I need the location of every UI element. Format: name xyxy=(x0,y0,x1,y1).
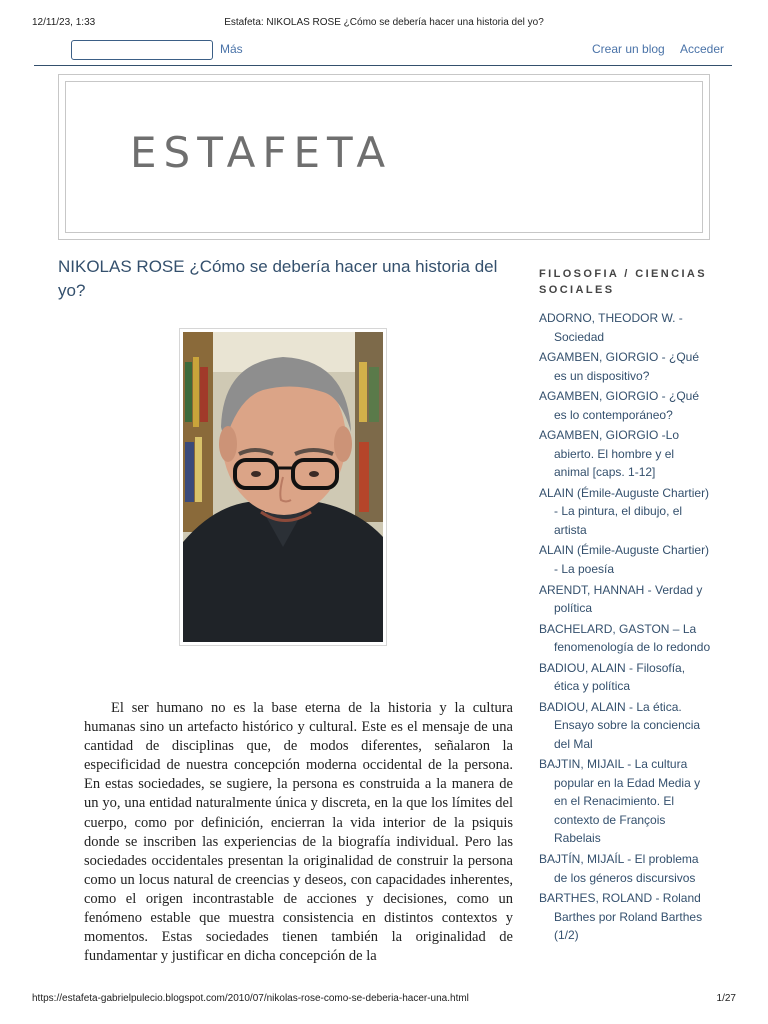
print-footer xyxy=(0,993,768,1007)
sidebar-link[interactable]: BACHELARD, GASTON – La fenomenología de lo redondo xyxy=(539,621,711,655)
sidebar-link[interactable]: AGAMBEN, GIORGIO - ¿Qué es lo contemporáneo? xyxy=(539,389,700,422)
print-datetime: 12/11/23, 1:33 xyxy=(32,17,96,28)
create-blog-link[interactable]: Crear un blog xyxy=(592,42,665,56)
sidebar-link[interactable]: ALAIN (Émile-Auguste Chartier) - La poesía xyxy=(539,543,710,576)
sidebar-section-title: FILOSOFIA / CIENCIAS SOCIALES xyxy=(539,268,707,296)
blog-header-frame xyxy=(65,81,703,233)
sidebar-link[interactable]: ADORNO, THEODOR W. - Sociedad xyxy=(539,311,683,344)
search-input[interactable] xyxy=(71,40,213,60)
print-header xyxy=(0,17,768,31)
print-url: https://estafeta-gabrielpulecio.blogspot.com/2010/07/nikolas-rose-como-se-deberia-hacer-una.html xyxy=(32,993,469,1004)
author-photo xyxy=(179,328,387,646)
sidebar-link[interactable]: AGAMBEN, GIORGIO -Lo abierto. El hombre y el animal [caps. 1-12] xyxy=(539,428,680,480)
blog-header xyxy=(58,74,710,240)
sidebar-link[interactable]: BADIOU, ALAIN - Filosofía, ética y política xyxy=(539,660,686,694)
login-link[interactable]: Acceder xyxy=(680,42,725,56)
sidebar-link[interactable]: BAJTIN, MIJAIL - La cultura popular en la Edad Media y en el Renacimiento. El contexto de François Rabelais xyxy=(539,757,701,846)
sidebar-link[interactable]: AGAMBEN, GIORGIO - ¿Qué es un dispositivo? xyxy=(539,350,700,383)
sidebar-link[interactable]: ALAIN (Émile-Auguste Chartier) - La pintura, el dibujo, el artista xyxy=(539,485,710,537)
sidebar-link[interactable]: BARTHES, ROLAND - Roland Barthes por Roland Barthes (1/2) xyxy=(539,891,703,943)
more-link[interactable]: Más xyxy=(220,42,243,56)
blogger-navbar xyxy=(34,40,732,66)
author-portrait xyxy=(183,332,383,642)
sidebar-link-list xyxy=(539,309,711,947)
sidebar-link[interactable]: BAJTÍN, MIJAÍL - El problema de los géneros discursivos xyxy=(539,852,699,885)
print-page-title: Estafeta: NIKOLAS ROSE ¿Cómo se debería hacer una historia del yo? xyxy=(224,17,544,28)
sidebar-link[interactable]: BADIOU, ALAIN - La ética. Ensayo sobre la conciencia del Mal xyxy=(539,699,701,751)
print-page-number: 1/27 xyxy=(716,993,736,1004)
sidebar-link[interactable]: ARENDT, HANNAH - Verdad y política xyxy=(539,582,703,616)
blog-logo[interactable]: ESTAFETA xyxy=(130,128,393,177)
post-body: El ser humano no es la base eterna de la historia y la cultura humanas sino un artefacto histórico y cultural. Este es el mensaje de una cantidad de disciplinas que, de modos diferentes, señalaron la especificidad de nuestra concepción moderna occidental de la persona. En estas sociedades, se sugiere, la persona es construida a la manera de un yo, una entidad naturalmente única y discreta, en la que los límites del cuerpo, como por definición, encierran la vida interior de la psiquis donde se inscriben las experiencias de la biografía individual. Pero las sociedades occidentales presentan la originalidad de construir la persona como un locus natural de creencias y deseos, con capacidades inherentes, como el origen incontrastable de acciones y decisiones, como un fenómeno estable que muestra consistencia en distintos contextos y momentos. Estas sociedades tienen también la originalidad de fundamentar y justificar en dicha concepción de la xyxy=(84,700,513,965)
post-title[interactable]: NIKOLAS ROSE ¿Cómo se debería hacer una historia del yo? xyxy=(58,257,498,300)
